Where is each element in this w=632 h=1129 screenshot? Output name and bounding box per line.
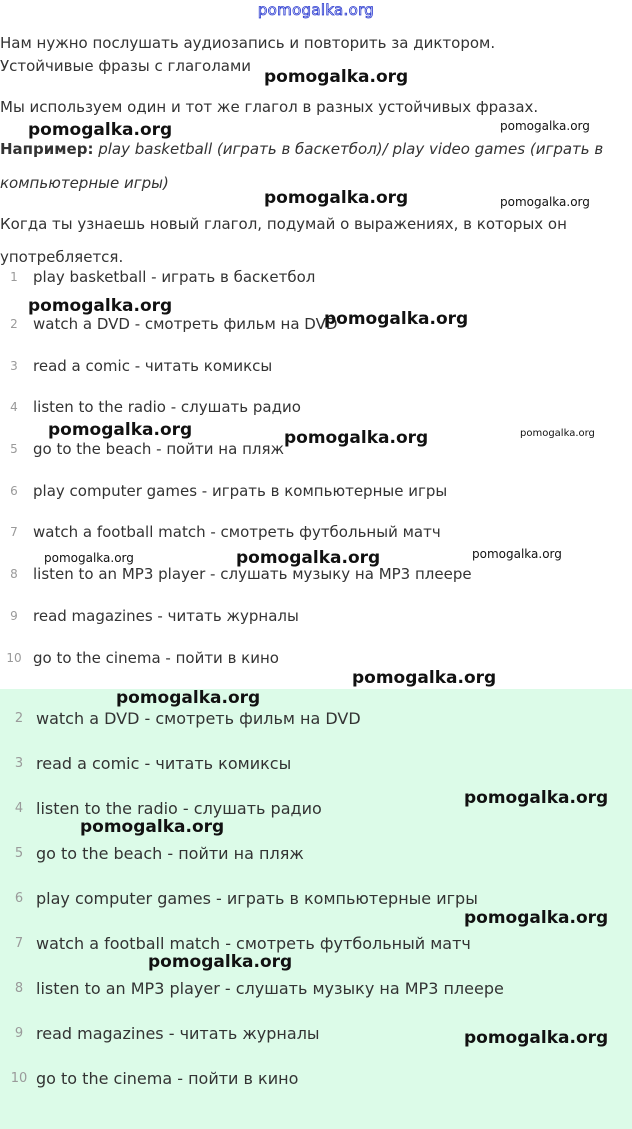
intro-line-1: Нам нужно послушать аудиозапись и повторить за диктором. [0, 34, 496, 52]
watermark: pomogalka.org [28, 296, 173, 316]
intro-line-7: употребляется. [0, 248, 124, 266]
item-text: play computer games - играть в компьютерные игры [33, 482, 448, 500]
item-text: go to the beach - пойти на пляж [33, 440, 285, 458]
watermark: pomogalka.org [264, 67, 409, 87]
watermark: pomogalka.org [352, 668, 497, 688]
watermark: pomogalka.org [324, 309, 469, 329]
watermark: pomogalka.org [28, 120, 173, 140]
watermark: pomogalka.org [48, 420, 193, 440]
item-number: 3 [14, 756, 24, 771]
item-number: 3 [10, 359, 18, 373]
item-number: 10 [6, 651, 22, 665]
item-text: play basketball - играть в баскетбол [33, 268, 316, 286]
item-text: listen to an MP3 player - слушать музыку на MP3 плеере [36, 979, 504, 998]
item-text: read magazines - читать журналы [36, 1024, 320, 1043]
item-number: 8 [14, 981, 24, 996]
item-text: listen to the radio - слушать радио [36, 799, 322, 818]
item-text: listen to an MP3 player - слушать музыку на MP3 плеере [33, 565, 472, 583]
item-number: 7 [14, 936, 24, 951]
item-number: 5 [14, 846, 24, 861]
item-text: go to the beach - пойти на пляж [36, 844, 304, 863]
item-number: 2 [14, 711, 24, 726]
item-text: read a comic - читать комиксы [36, 754, 292, 773]
intro-line-3: Мы используем один и тот же глагол в разных устойчивых фразах. [0, 98, 539, 116]
item-text: listen to the radio - слушать радио [33, 398, 301, 416]
watermark: pomogalka.org [116, 688, 261, 708]
item-text: watch a football match - смотреть футбольный матч [33, 523, 441, 541]
example-label: Например: [0, 140, 94, 158]
item-number: 10 [10, 1071, 28, 1086]
intro-line-6: Когда ты узнаешь новый глагол, подумай о выражениях, в которых он [0, 215, 567, 233]
intro-example-cont: компьютерные игры) [0, 174, 169, 192]
example-text: play basketball (играть в баскетбол)/ play video games (играть в [93, 140, 604, 158]
item-number: 7 [10, 525, 18, 539]
item-text: go to the cinema - пойти в кино [33, 649, 279, 667]
intro-line-2: Устойчивые фразы с глаголами [0, 57, 252, 75]
item-number: 6 [14, 891, 24, 906]
item-number: 2 [10, 317, 18, 331]
intro-example [0, 139, 603, 159]
watermark: pomogalka.org [284, 428, 429, 448]
item-number: 1 [10, 270, 18, 284]
item-number: 8 [10, 567, 18, 581]
watermark: pomogalka.org [80, 817, 225, 837]
watermark: pomogalka.org [464, 788, 609, 808]
item-number: 6 [10, 484, 18, 498]
item-number: 4 [10, 400, 18, 414]
item-number: 9 [10, 609, 18, 623]
item-text: play computer games - играть в компьютерные игры [36, 889, 478, 908]
item-number: 5 [10, 442, 18, 456]
watermark: pomogalka.org [472, 547, 562, 561]
item-text: read magazines - читать журналы [33, 607, 299, 625]
watermark: pomogalka.org [500, 195, 590, 209]
header-watermark: pomogalka.org [257, 1, 375, 19]
watermark: pomogalka.org [500, 119, 590, 133]
item-text: watch a football match - смотреть футбольный матч [36, 934, 471, 953]
item-text: watch a DVD - смотреть фильм на DVD [36, 709, 361, 728]
list-item [0, 268, 400, 292]
watermark: pomogalka.org [236, 548, 381, 568]
watermark: pomogalka.org [148, 952, 293, 972]
item-number: 4 [14, 801, 24, 816]
item-number: 9 [14, 1026, 24, 1041]
item-text: go to the cinema - пойти в кино [36, 1069, 299, 1088]
watermark: pomogalka.org [464, 1028, 609, 1048]
watermark: pomogalka.org [464, 908, 609, 928]
watermark: pomogalka.org [264, 188, 409, 208]
watermark: pomogalka.org [44, 551, 134, 565]
item-text: read a comic - читать комиксы [33, 357, 273, 375]
watermark: pomogalka.org [520, 428, 595, 439]
item-text: watch a DVD - смотреть фильм на DVD [33, 315, 338, 333]
